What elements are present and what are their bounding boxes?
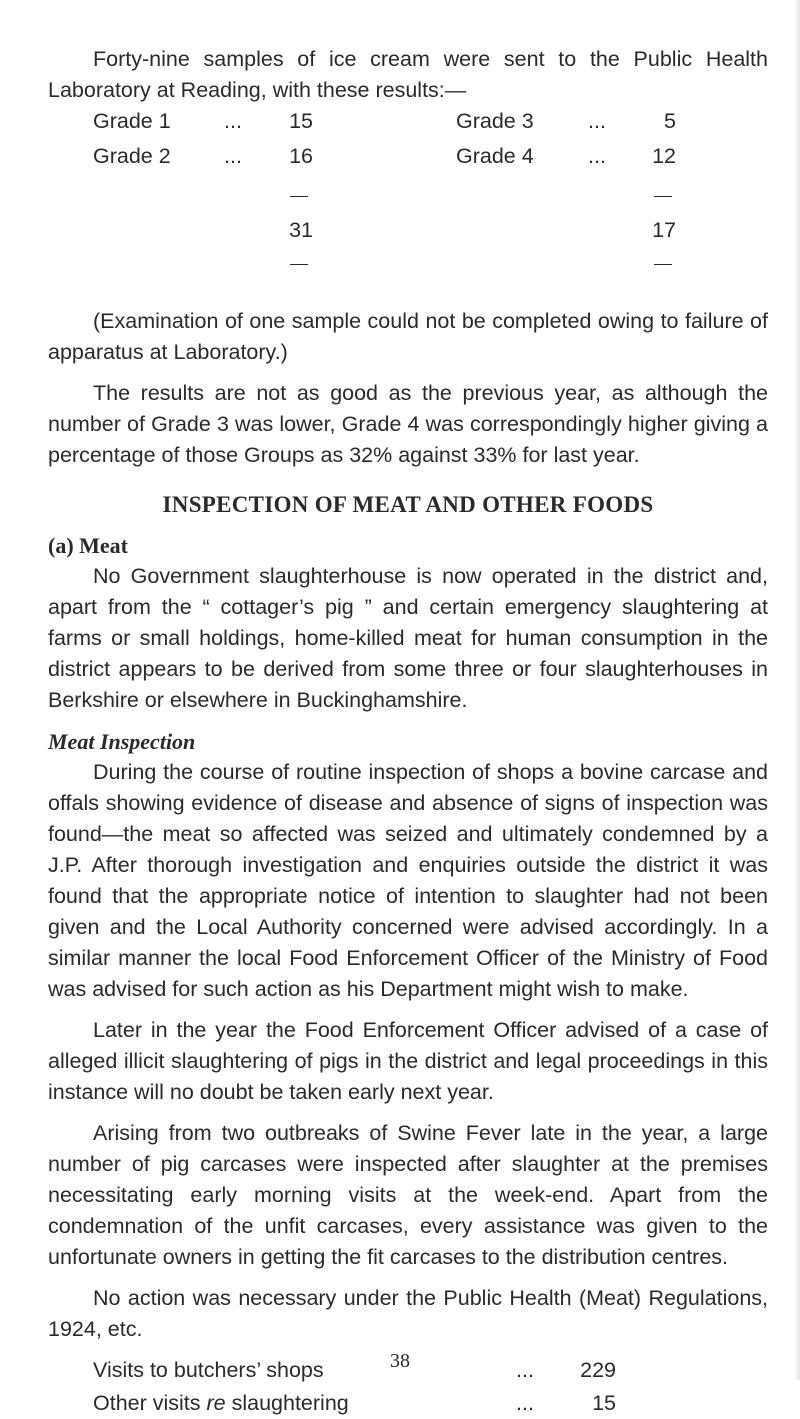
- grade-3-value: 5: [664, 109, 676, 133]
- meat-paragraph: No Government slaughterhouse is now operated in the district and, apart from the “ cottager’s pig ” and certain emergency slaughtering at farms or small holdings, home-killed meat for human consumption in the district appears to be derived from some three or four slaughterhouses in Berkshire or elsewhere in Buckinghamshire.: [48, 564, 768, 712]
- section-heading: INSPECTION OF MEAT AND OTHER FOODS: [162, 492, 654, 517]
- grade-4-value: 12: [652, 144, 676, 168]
- page-edge-shadow: [794, 0, 800, 1380]
- inspection-paragraph-2: Later in the year the Food Enforcement Officer advised of a case of alleged illicit slaughtering of pigs in the district and legal proceedings in this instance will no doubt be taken early next year.: [48, 1018, 768, 1104]
- document-page: [48, 44, 768, 1419]
- inspection-paragraph-1: During the course of routine inspection of shops a bovine carcase and offals showing evidence of disease and absence of signs of inspection was found—the meat so affected was seized and ultimately condemned by a J.P. After thorough investigation and enquiries outside the district it was found that the appropriate notice of intention to slaughter had not been given and the Local Authority concerned were advised accordingly. In a similar manner the local Food Enforcement Officer of the Ministry of Food was advised for such action as his Department might wish to make.: [48, 760, 768, 1001]
- right-upper-rule: [654, 196, 672, 197]
- intro-paragraph: Forty-nine samples of ice cream were sent to the Public Health Laboratory at Reading, with these results:—: [48, 47, 768, 102]
- left-lower-rule: [290, 264, 308, 265]
- visits-row-dots: ...: [516, 1391, 534, 1415]
- inspection-paragraph-4: No action was necessary under the Public Health (Meat) Regulations, 1924, etc.: [48, 1286, 768, 1341]
- visits-row-label: Visits to butchers’ shops: [93, 1358, 324, 1382]
- grade-2-dots: ...: [224, 144, 242, 168]
- left-upper-rule: [290, 196, 308, 197]
- ice-cream-grade-table: [48, 106, 768, 332]
- results-paragraph: The results are not as good as the previous year, as although the number of Grade 3 was lower, Grade 4 was correspondingly higher giving a percentage of those Groups as 32% against 33% for last year.: [48, 381, 768, 467]
- right-lower-rule: [654, 264, 672, 265]
- grade-4-label: Grade 4: [456, 144, 534, 168]
- grade-2-label: Grade 2: [93, 144, 171, 168]
- meat-heading: (a) Meat: [48, 533, 129, 558]
- grade-1-dots: ...: [224, 109, 242, 133]
- grade-4-dots: ...: [588, 144, 606, 168]
- visits-row-dots: ...: [516, 1358, 534, 1382]
- visits-row-value: 229: [580, 1358, 616, 1382]
- meat-inspection-heading: Meat Inspection: [48, 729, 196, 754]
- grade-3-dots: ...: [588, 109, 606, 133]
- grade-3-label: Grade 3: [456, 109, 534, 133]
- right-total: 17: [652, 218, 676, 242]
- grade-2-value: 16: [289, 144, 313, 168]
- inspection-paragraph-3: Arising from two outbreaks of Swine Fever late in the year, a large number of pig carcases were inspected after slaughter at the premises necessitating early morning visits at the week-end. Apart from the condemnation of the unfit carcases, every assistance was given to the unfortunate owners in getting the fit carcases to the distribution centres.: [48, 1121, 768, 1269]
- page-number: 38: [390, 1350, 410, 1372]
- visits-row-value: 15: [592, 1391, 616, 1415]
- grade-1-label: Grade 1: [93, 109, 171, 133]
- grade-1-value: 15: [289, 109, 313, 133]
- left-total: 31: [289, 218, 313, 242]
- laboratory-note: (Examination of one sample could not be completed owing to failure of apparatus at Laboratory.): [48, 309, 768, 364]
- visits-row-label: Other visits re slaughtering: [93, 1391, 349, 1415]
